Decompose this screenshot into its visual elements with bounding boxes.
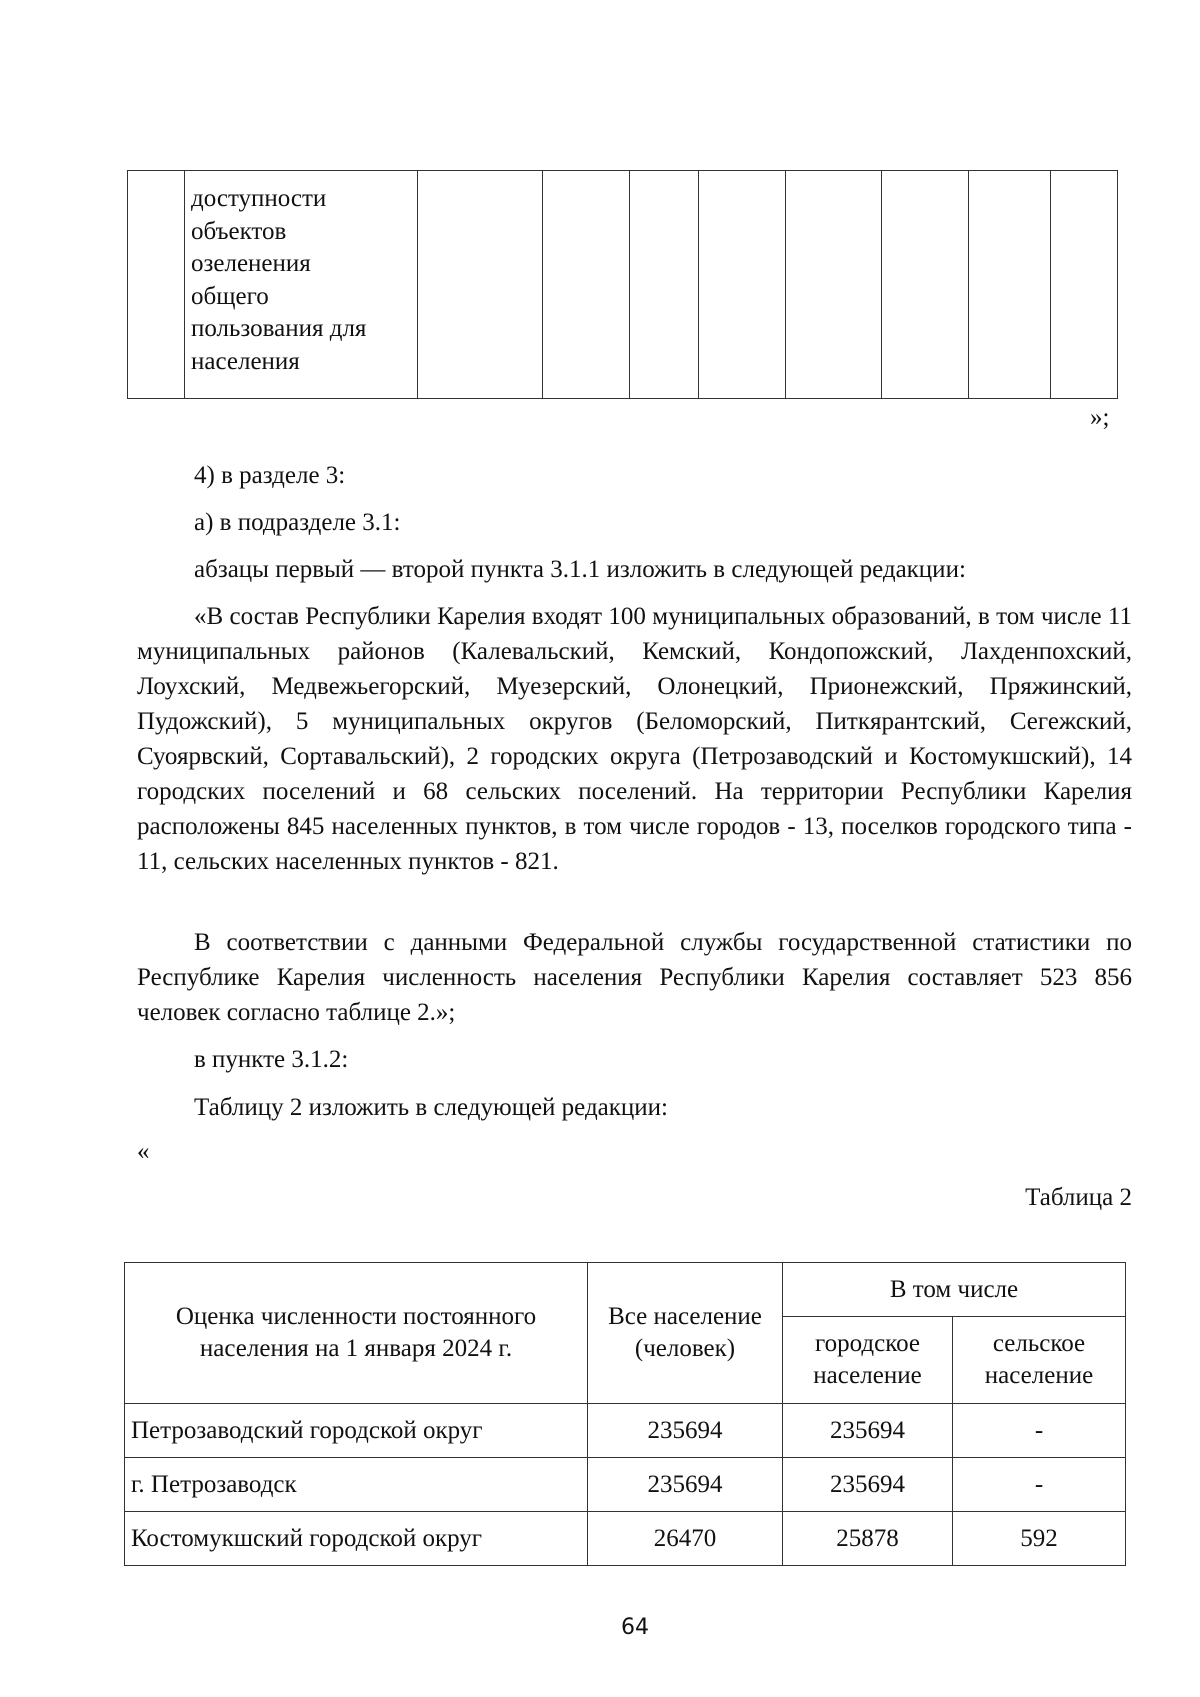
header-total: Все население (человек)	[588, 1263, 783, 1404]
closing-quote: »;	[1090, 404, 1110, 431]
header-row-1	[125, 1263, 1126, 1317]
row-total: 235694	[588, 1404, 783, 1458]
paragraph-section-3: 4) в разделе 3:	[194, 462, 346, 489]
row-rural: 592	[953, 1512, 1126, 1566]
header-urban: городское население	[783, 1317, 953, 1404]
paragraph-point-3-1-2: в пункте 3.1.2:	[194, 1046, 349, 1073]
row-rural: -	[953, 1404, 1126, 1458]
table-cell	[543, 171, 630, 399]
indicator-text-cell	[185, 171, 418, 399]
continuation-row	[128, 171, 1118, 399]
table-row	[125, 1458, 1126, 1512]
table-cell	[418, 171, 543, 399]
table-caption: Таблица 2	[1025, 1184, 1132, 1211]
row-name: Костомукшский городской округ	[125, 1512, 588, 1566]
row-total: 26470	[588, 1512, 783, 1566]
table-cell	[699, 171, 786, 399]
row-rural: -	[953, 1458, 1126, 1512]
table-cell	[969, 171, 1051, 399]
table-cell	[128, 171, 185, 399]
paragraph-statistics: В соответствии с данными Федеральной службы государственной статистики по Республике Карелия численность населения Республики Карелия составляет 523 856 человек согласно таблице 2.»;	[137, 929, 1132, 1026]
header-rural: сельское население	[953, 1317, 1126, 1404]
table-row	[125, 1512, 1126, 1566]
paragraph-composition: «В состав Республики Карелия входят 100 муниципальных образований, в том числе 11 муниципальных районов (Калевальский, Кемский, Кондопожский, Лахденпохский, Лоухский, Медвежьегорский, Муезерский, Олонецкий, Прионежский, Пряжинский, Пудожский), 5 муниципальных округов (Беломорский, Питкярантский, Сегежский, Суоярвский, Сортавальский), 2 городских округа (Петрозаводский и Костомукшский), 14 городских поселений и 68 сельских поселений. На территории Республики Карелия расположены 845 населенных пунктов, в том числе городов - 13, поселков городского типа - 11, сельских населенных пунктов - 821.	[137, 603, 1132, 875]
table-cell	[882, 171, 969, 399]
row-name: г. Петрозаводск	[125, 1458, 588, 1512]
table-cell	[786, 171, 882, 399]
row-urban: 25878	[783, 1512, 953, 1566]
indicator-text: доступности объектов озеленения общего пользования для населения	[191, 185, 367, 375]
opening-quote: «	[137, 1138, 150, 1165]
row-name: Петрозаводский городской округ	[125, 1404, 588, 1458]
header-including: В том числе	[783, 1263, 1126, 1317]
paragraph-table-instruction: Таблицу 2 изложить в следующей редакции:	[194, 1094, 668, 1121]
paragraph-subsection-3-1: а) в подразделе 3.1:	[194, 509, 401, 536]
paragraph-point-3-1-1: абзацы первый — второй пункта 3.1.1 изложить в следующей редакции:	[194, 556, 966, 583]
row-urban: 235694	[783, 1458, 953, 1512]
table-row	[125, 1404, 1126, 1458]
table-cell	[1051, 171, 1118, 399]
row-urban: 235694	[783, 1404, 953, 1458]
page-number: 64	[621, 1615, 649, 1640]
row-total: 235694	[588, 1458, 783, 1512]
population-table	[124, 1262, 1126, 1566]
table-cell	[630, 171, 699, 399]
continuation-table	[127, 170, 1118, 399]
header-estimate: Оценка численности постоянного населения на 1 января 2024 г.	[125, 1263, 588, 1404]
